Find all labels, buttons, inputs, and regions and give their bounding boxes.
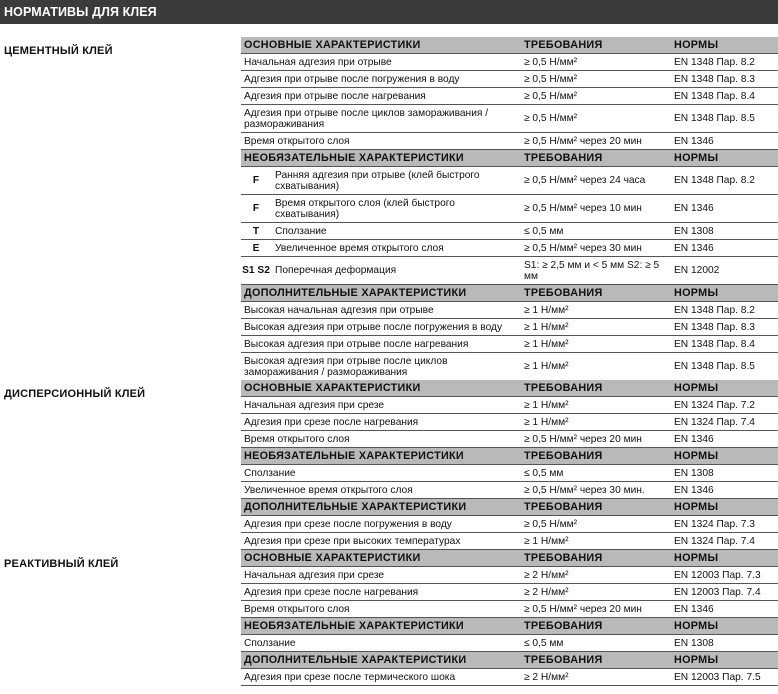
standard-text: EN 1346 xyxy=(674,484,714,496)
standard-cell xyxy=(674,584,778,600)
requirement-cell xyxy=(524,482,670,498)
requirement-cell xyxy=(524,133,670,149)
column-header-characteristic xyxy=(244,285,520,301)
standard-text: EN 1308 xyxy=(674,225,714,237)
section-label: РЕАКТИВНЫЙ КЛЕЙ xyxy=(4,558,119,570)
table-header-row xyxy=(241,285,778,302)
characteristic-text: Высокая адгезия при отрыве после погружения в воду xyxy=(244,321,503,333)
requirement-cell xyxy=(524,397,670,413)
requirement-text: ≤ 0,5 мм xyxy=(524,637,564,649)
requirement-cell xyxy=(524,567,670,583)
requirement-cell xyxy=(524,336,670,352)
table-row xyxy=(241,635,778,652)
column-header-characteristic xyxy=(244,652,520,668)
requirement-cell xyxy=(524,431,670,447)
column-header-text: ОСНОВНЫЕ ХАРАКТЕРИСТИКИ xyxy=(244,381,421,394)
standard-cell xyxy=(674,240,778,256)
class-code: S1 S2 xyxy=(242,265,270,276)
requirement-text: ≥ 2 Н/мм² xyxy=(524,671,569,683)
characteristic-text: Начальная адгезия при срезе xyxy=(244,399,385,411)
requirement-text: ≥ 0,5 Н/мм² xyxy=(524,56,578,68)
requirement-text: ≤ 0,5 мм xyxy=(524,467,564,479)
characteristic-cell xyxy=(241,257,517,284)
standard-text: НОРМЫ xyxy=(674,381,719,394)
characteristic-text: Увеличенное время открытого слоя xyxy=(275,242,444,254)
standard-cell xyxy=(674,257,778,284)
characteristic-cell xyxy=(241,195,517,222)
characteristic-text: Начальная адгезия при срезе xyxy=(244,569,385,581)
requirement-text: ТРЕБОВАНИЯ xyxy=(524,619,603,632)
table-row xyxy=(241,431,778,448)
standard-cell xyxy=(674,223,778,239)
characteristics-table xyxy=(241,380,778,550)
standard-text: НОРМЫ xyxy=(674,653,719,666)
characteristic-cell xyxy=(244,105,520,132)
column-header-standards xyxy=(674,285,778,301)
characteristic-text: Увеличенное время открытого слоя xyxy=(244,484,413,496)
table-row xyxy=(241,669,778,686)
class-code: E xyxy=(252,242,260,254)
column-header-requirements xyxy=(524,380,670,396)
standard-text: EN 12003 Пар. 7.5 xyxy=(674,671,761,683)
standard-text: НОРМЫ xyxy=(674,551,719,564)
table-row xyxy=(241,133,778,150)
table-row xyxy=(241,336,778,353)
standard-cell xyxy=(674,414,778,430)
characteristic-cell xyxy=(244,669,520,685)
requirement-text: ≥ 0,5 Н/мм² через 24 часа xyxy=(524,175,646,186)
standard-text: EN 12003 Пар. 7.4 xyxy=(674,586,761,598)
characteristic-text: Время открытого слоя xyxy=(244,433,350,445)
standard-cell xyxy=(674,319,778,335)
requirement-cell xyxy=(524,302,670,318)
column-header-standards xyxy=(674,550,778,566)
standard-text: EN 1348 Пар. 8.2 xyxy=(674,304,755,316)
requirement-cell xyxy=(524,584,670,600)
characteristic-text: Адгезия при срезе при высоких температурах xyxy=(244,535,461,547)
standard-text: EN 1324 Пар. 7.3 xyxy=(674,518,755,530)
column-header-characteristic xyxy=(244,499,520,515)
column-header-characteristic xyxy=(244,618,520,634)
standard-text: EN 1308 xyxy=(674,467,714,479)
column-header-text: ДОПОЛНИТЕЛЬНЫЕ ХАРАКТЕРИСТИКИ xyxy=(244,500,467,513)
table-row xyxy=(241,302,778,319)
characteristic-cell xyxy=(244,533,520,549)
standard-cell xyxy=(674,601,778,617)
column-header-standards xyxy=(674,380,778,396)
standard-text: EN 1348 Пар. 8.3 xyxy=(674,321,755,333)
requirement-text: ≥ 0,5 Н/мм² через 20 мин xyxy=(524,135,642,147)
column-header-standards xyxy=(674,150,778,166)
table-header-row xyxy=(241,380,778,397)
table-header-row xyxy=(241,652,778,669)
standard-text: EN 1348 Пар. 8.2 xyxy=(674,56,755,68)
requirement-cell xyxy=(524,195,670,222)
column-header-standards xyxy=(674,618,778,634)
table-row xyxy=(241,601,778,618)
characteristic-text: Сползание xyxy=(244,637,296,649)
requirement-text: ≥ 1 Н/мм² xyxy=(524,399,569,411)
requirement-text: ≥ 1 Н/мм² xyxy=(524,535,569,547)
requirement-text: ТРЕБОВАНИЯ xyxy=(524,449,603,462)
column-header-standards xyxy=(674,37,778,53)
standard-text: EN 1346 xyxy=(674,135,714,147)
column-header-text: НЕОБЯЗАТЕЛЬНЫЕ ХАРАКТЕРИСТИКИ xyxy=(244,449,464,462)
standard-cell xyxy=(674,71,778,87)
requirement-text: ≥ 0,5 Н/мм² через 30 мин. xyxy=(524,484,645,496)
standard-cell xyxy=(674,195,778,222)
characteristic-cell xyxy=(244,71,520,87)
standard-text: EN 1348 Пар. 8.4 xyxy=(674,90,755,102)
requirement-cell xyxy=(524,465,670,481)
standard-text: НОРМЫ xyxy=(674,619,719,632)
table-row xyxy=(241,584,778,601)
column-header-text: ОСНОВНЫЕ ХАРАКТЕРИСТИКИ xyxy=(244,551,421,564)
requirement-text: ТРЕБОВАНИЯ xyxy=(524,286,603,299)
standard-cell xyxy=(674,397,778,413)
characteristic-cell xyxy=(241,240,517,256)
requirement-text: ≥ 0,5 Н/мм² через 20 мин xyxy=(524,603,642,615)
characteristic-cell xyxy=(244,319,520,335)
characteristic-text: Время открытого слоя xyxy=(244,603,350,615)
requirement-cell xyxy=(524,167,670,194)
table-header-row xyxy=(241,550,778,567)
class-code: T xyxy=(252,225,260,237)
column-header-standards xyxy=(674,652,778,668)
column-header-characteristic xyxy=(244,37,520,53)
characteristic-cell xyxy=(244,431,520,447)
characteristic-cell xyxy=(244,88,520,104)
table-row xyxy=(241,105,778,133)
requirement-cell xyxy=(524,635,670,651)
characteristic-cell xyxy=(244,302,520,318)
column-header-requirements xyxy=(524,285,670,301)
requirement-text: ≥ 1 Н/мм² xyxy=(524,321,569,333)
table-row xyxy=(241,319,778,336)
characteristic-cell xyxy=(244,635,520,651)
standard-text: EN 1346 xyxy=(674,203,714,214)
standard-text: НОРМЫ xyxy=(674,500,719,513)
standard-text: EN 1348 Пар. 8.3 xyxy=(674,73,755,85)
characteristic-text: Адгезия при срезе после термического шока xyxy=(244,671,456,683)
table-row xyxy=(241,414,778,431)
characteristic-text: Поперечная деформация xyxy=(275,265,397,276)
characteristic-text: Сползание xyxy=(275,225,327,237)
requirement-text: ≥ 0,5 Н/мм² через 20 мин xyxy=(524,433,642,445)
table-header-row xyxy=(241,37,778,54)
standard-cell xyxy=(674,431,778,447)
table-row xyxy=(241,465,778,482)
characteristic-cell xyxy=(244,482,520,498)
requirement-cell xyxy=(524,669,670,685)
characteristic-text: Адгезия при срезе после погружения в воду xyxy=(244,518,452,530)
characteristic-cell xyxy=(244,397,520,413)
standard-text: EN 1348 Пар. 8.5 xyxy=(674,361,755,372)
table-row xyxy=(241,516,778,533)
requirement-cell xyxy=(524,54,670,70)
standard-text: НОРМЫ xyxy=(674,38,719,51)
requirement-text: ТРЕБОВАНИЯ xyxy=(524,151,603,164)
characteristic-text: Адгезия при отрыве после погружения в воду xyxy=(244,73,460,85)
standard-text: НОРМЫ xyxy=(674,449,719,462)
standard-cell xyxy=(674,54,778,70)
requirement-cell xyxy=(524,88,670,104)
characteristic-text: Адгезия при отрыве после нагревания xyxy=(244,90,426,102)
table-header-row xyxy=(241,150,778,167)
requirement-text: S1: ≥ 2,5 мм и < 5 мм S2: ≥ 5 мм xyxy=(524,259,660,282)
table-header-row xyxy=(241,499,778,516)
characteristic-text: Начальная адгезия при отрыве xyxy=(244,56,392,68)
column-header-requirements xyxy=(524,37,670,53)
standard-cell xyxy=(674,516,778,532)
table-row xyxy=(241,223,778,240)
requirement-text: ≥ 2 Н/мм² xyxy=(524,569,569,581)
requirement-text: ≥ 0,5 Н/мм² xyxy=(524,73,578,85)
column-header-text: ОСНОВНЫЕ ХАРАКТЕРИСТИКИ xyxy=(244,38,421,51)
requirement-text: ТРЕБОВАНИЯ xyxy=(524,38,603,51)
standard-cell xyxy=(674,465,778,481)
class-code: F xyxy=(252,203,260,214)
characteristic-cell xyxy=(244,133,520,149)
characteristic-cell xyxy=(244,567,520,583)
table-row xyxy=(241,71,778,88)
table-row xyxy=(241,353,778,381)
requirement-text: ≥ 0,5 Н/мм² xyxy=(524,113,578,124)
requirement-text: ТРЕБОВАНИЯ xyxy=(524,500,603,513)
characteristic-cell xyxy=(244,465,520,481)
requirement-text: ≥ 2 Н/мм² xyxy=(524,586,569,598)
standard-cell xyxy=(674,482,778,498)
characteristic-cell xyxy=(241,167,517,194)
table-row xyxy=(241,88,778,105)
characteristic-cell xyxy=(244,584,520,600)
standard-cell xyxy=(674,88,778,104)
requirement-text: ≥ 1 Н/мм² xyxy=(524,361,569,372)
table-header-row xyxy=(241,618,778,635)
characteristic-text: Сползание xyxy=(244,467,296,479)
standard-text: EN 1324 Пар. 7.2 xyxy=(674,399,755,411)
section-label: ЦЕМЕНТНЫЙ КЛЕЙ xyxy=(4,45,113,57)
requirement-cell xyxy=(524,240,670,256)
requirement-cell xyxy=(524,353,670,380)
standard-text: EN 1346 xyxy=(674,242,714,254)
standard-cell xyxy=(674,133,778,149)
column-header-requirements xyxy=(524,499,670,515)
column-header-text: НЕОБЯЗАТЕЛЬНЫЕ ХАРАКТЕРИСТИКИ xyxy=(244,151,464,164)
characteristic-cell xyxy=(244,601,520,617)
characteristic-text: Адгезия при срезе после нагревания xyxy=(244,416,419,428)
requirement-cell xyxy=(524,601,670,617)
page-title: НОРМАТИВЫ ДЛЯ КЛЕЯ xyxy=(0,0,778,24)
characteristic-text: Высокая начальная адгезия при отрыве xyxy=(244,304,434,316)
standard-cell xyxy=(674,669,778,685)
standard-text: EN 1348 Пар. 8.2 xyxy=(674,175,755,186)
column-header-text: ДОПОЛНИТЕЛЬНЫЕ ХАРАКТЕРИСТИКИ xyxy=(244,286,467,299)
column-header-standards xyxy=(674,499,778,515)
characteristics-table xyxy=(241,37,778,381)
characteristic-cell xyxy=(244,516,520,532)
standard-cell xyxy=(674,336,778,352)
table-row xyxy=(241,257,778,285)
standard-text: EN 1324 Пар. 7.4 xyxy=(674,416,755,428)
characteristic-cell xyxy=(244,414,520,430)
characteristic-text: Адгезия при срезе после нагревания xyxy=(244,586,419,598)
characteristic-text: Время открытого слоя (клей быстрого схватывания) xyxy=(275,197,455,220)
characteristic-text: Высокая адгезия при отрыве после циклов замораживания / размораживания xyxy=(244,355,448,378)
column-header-requirements xyxy=(524,618,670,634)
requirement-cell xyxy=(524,516,670,532)
characteristic-cell xyxy=(241,223,517,239)
characteristic-cell xyxy=(244,353,520,380)
column-header-standards xyxy=(674,448,778,464)
standard-text: EN 1346 xyxy=(674,603,714,615)
standard-cell xyxy=(674,167,778,194)
requirement-text: ТРЕБОВАНИЯ xyxy=(524,653,603,666)
standard-cell xyxy=(674,533,778,549)
table-header-row xyxy=(241,448,778,465)
requirement-cell xyxy=(524,319,670,335)
standard-text: EN 12002 xyxy=(674,265,720,276)
table-row xyxy=(241,54,778,71)
requirement-text: ≥ 0,5 Н/мм² через 30 мин xyxy=(524,242,642,254)
characteristics-table xyxy=(241,550,778,686)
class-code: F xyxy=(252,175,260,186)
table-row xyxy=(241,567,778,584)
table-row xyxy=(241,240,778,257)
requirement-text: ≤ 0,5 мм xyxy=(524,225,564,237)
standard-text: EN 12003 Пар. 7.3 xyxy=(674,569,761,581)
requirement-text: ≥ 0,5 Н/мм² xyxy=(524,518,578,530)
column-header-text: ДОПОЛНИТЕЛЬНЫЕ ХАРАКТЕРИСТИКИ xyxy=(244,653,467,666)
standard-text: EN 1324 Пар. 7.4 xyxy=(674,535,755,547)
characteristic-text: Ранняя адгезия при отрыве (клей быстрого схватывания) xyxy=(275,169,480,192)
standard-cell xyxy=(674,567,778,583)
requirement-cell xyxy=(524,71,670,87)
column-header-characteristic xyxy=(244,448,520,464)
standard-cell xyxy=(674,353,778,380)
standard-text: EN 1348 Пар. 8.4 xyxy=(674,338,755,350)
requirement-text: ≥ 1 Н/мм² xyxy=(524,338,569,350)
column-header-requirements xyxy=(524,652,670,668)
table-row xyxy=(241,167,778,195)
standard-cell xyxy=(674,635,778,651)
column-header-characteristic xyxy=(244,150,520,166)
column-header-requirements xyxy=(524,150,670,166)
table-row xyxy=(241,533,778,550)
standard-text: EN 1308 xyxy=(674,637,714,649)
column-header-requirements xyxy=(524,550,670,566)
requirement-text: ≥ 0,5 Н/мм² xyxy=(524,90,578,102)
requirement-cell xyxy=(524,223,670,239)
standard-cell xyxy=(674,302,778,318)
requirement-text: ТРЕБОВАНИЯ xyxy=(524,551,603,564)
column-header-characteristic xyxy=(244,380,520,396)
table-row xyxy=(241,397,778,414)
requirement-text: ТРЕБОВАНИЯ xyxy=(524,381,603,394)
column-header-characteristic xyxy=(244,550,520,566)
standard-cell xyxy=(674,105,778,132)
characteristic-text: Высокая адгезия при отрыве после нагревания xyxy=(244,338,469,350)
requirement-text: ≥ 0,5 Н/мм² через 10 мин xyxy=(524,203,642,214)
table-row xyxy=(241,195,778,223)
requirement-cell xyxy=(524,533,670,549)
requirement-cell xyxy=(524,257,670,284)
section-label: ДИСПЕРСИОННЫЙ КЛЕЙ xyxy=(4,388,146,400)
characteristic-text: Адгезия при отрыве после циклов замораживания / размораживания xyxy=(244,107,489,130)
standard-text: НОРМЫ xyxy=(674,151,719,164)
characteristic-cell xyxy=(244,336,520,352)
requirement-text: ≥ 1 Н/мм² xyxy=(524,304,569,316)
column-header-text: НЕОБЯЗАТЕЛЬНЫЕ ХАРАКТЕРИСТИКИ xyxy=(244,619,464,632)
standard-text: EN 1348 Пар. 8.5 xyxy=(674,113,755,124)
characteristic-text: Время открытого слоя xyxy=(244,135,350,147)
table-row xyxy=(241,482,778,499)
standard-text: EN 1346 xyxy=(674,433,714,445)
requirement-text: ≥ 1 Н/мм² xyxy=(524,416,569,428)
requirement-cell xyxy=(524,414,670,430)
characteristic-cell xyxy=(244,54,520,70)
requirement-cell xyxy=(524,105,670,132)
standard-text: НОРМЫ xyxy=(674,286,719,299)
column-header-requirements xyxy=(524,448,670,464)
